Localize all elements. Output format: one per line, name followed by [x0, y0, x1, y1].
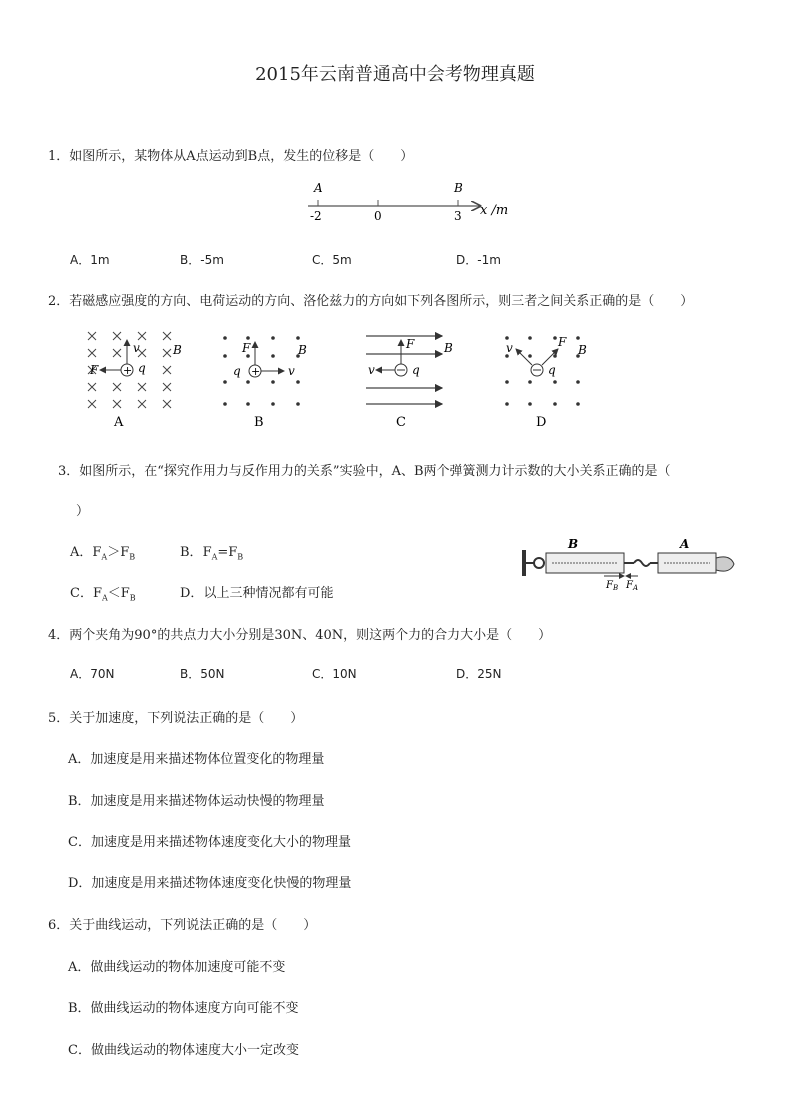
q2-caption-c: C	[396, 415, 406, 430]
option-sub: B	[237, 552, 244, 562]
q4-option: A．70N	[70, 667, 115, 681]
q3-fb-sub: B	[612, 584, 619, 590]
plus-icon: +	[251, 365, 261, 378]
field-dot-mark	[528, 336, 532, 340]
q1-number-line-figure	[300, 178, 520, 224]
q4-stem: 4．两个夹角为90°的共点力大小分别是30N、40N，则这两个力的合力大小是（ ）	[48, 628, 552, 643]
q3-stem-line1: 3．如图所示，在“探究作用力与反作用力的关系”实验中，A、B两个弹簧测力计示数的大小关系正确的是（	[58, 464, 671, 479]
q1-option: B．-5m	[180, 253, 224, 267]
q2-a-q: q	[138, 361, 146, 375]
option-sub: A	[101, 593, 108, 603]
q3-option-c	[70, 582, 136, 603]
field-cross-mark	[163, 349, 171, 357]
field-dot-mark	[528, 402, 532, 406]
q2-caption-d: D	[536, 415, 547, 430]
field-cross-mark	[138, 383, 146, 391]
q2-c-q: q	[412, 363, 420, 377]
q2-c-f: F	[406, 337, 415, 351]
q3-option-b	[180, 541, 243, 562]
q2-d-q: q	[548, 363, 556, 377]
q1-option: A．1m	[70, 253, 110, 267]
q6-stem: 6．关于曲线运动，下列说法正确的是（ ）	[48, 918, 317, 933]
q1-point-a: A	[314, 181, 323, 195]
option-rel: =F	[217, 545, 238, 560]
option-text: F	[92, 545, 102, 560]
field-dot-mark	[528, 380, 532, 384]
q1-point-b: B	[454, 181, 463, 195]
q2-b-v: v	[288, 364, 295, 378]
q2-c-v: v	[368, 363, 375, 377]
q5-option: A．加速度是用来描述物体位置变化的物理量	[68, 752, 325, 767]
q6-option: B．做曲线运动的物体速度方向可能不变	[68, 1001, 299, 1016]
field-cross-mark	[163, 366, 171, 374]
field-cross-mark	[113, 332, 121, 340]
field-dot-mark	[223, 336, 227, 340]
q3-ring	[534, 558, 544, 568]
field-dot-mark	[223, 354, 227, 358]
option-text: F	[202, 545, 212, 560]
field-dot-mark	[246, 336, 250, 340]
field-dot-mark	[505, 336, 509, 340]
q1-tick-label: 0	[374, 209, 382, 223]
field-cross-mark	[113, 349, 121, 357]
q3-option-d	[180, 582, 333, 601]
field-dot-mark	[505, 380, 509, 384]
q4-option: D．25N	[456, 667, 502, 681]
field-cross-mark	[163, 400, 171, 408]
option-letter: D．	[180, 586, 204, 601]
q2-d-f: F	[558, 335, 567, 349]
q2-caption-b: B	[254, 415, 264, 430]
field-cross-mark	[138, 332, 146, 340]
field-dot-mark	[271, 354, 275, 358]
plus-icon: +	[123, 364, 133, 377]
q2-stem: 2．若磁感应强度的方向、电荷运动的方向、洛伦兹力的方向如下列各图所示，则三者之间关系正确的是（ ）	[48, 294, 694, 309]
field-cross-mark	[163, 332, 171, 340]
field-cross-mark	[113, 383, 121, 391]
q3-hook-link	[634, 560, 650, 566]
field-cross-mark	[88, 400, 96, 408]
q2-magnetic-field-figures	[70, 324, 610, 434]
field-cross-mark	[113, 400, 121, 408]
field-dot-mark	[296, 336, 300, 340]
field-cross-mark	[88, 349, 96, 357]
field-dot-mark	[553, 354, 557, 358]
field-dot-mark	[223, 402, 227, 406]
q3-label-b: B	[568, 538, 579, 551]
field-dot-mark	[553, 380, 557, 384]
field-dot-mark	[223, 380, 227, 384]
option-letter: C．	[70, 586, 93, 601]
q1-stem: 1．如图所示，某物体从A点运动到B点，发生的位移是（ ）	[48, 149, 414, 164]
field-dot-mark	[246, 380, 250, 384]
q5-option: B．加速度是用来描述物体运动快慢的物理量	[68, 794, 325, 809]
q2-b-b: B	[298, 343, 307, 357]
q2-d-v: v	[506, 341, 513, 355]
field-cross-mark	[88, 332, 96, 340]
q2-a-f: F	[90, 363, 99, 377]
field-cross-mark	[88, 383, 96, 391]
q3-spring-scales-figure	[520, 538, 735, 590]
q3-fa-letter: F	[626, 580, 633, 590]
option-letter: A．	[70, 545, 93, 560]
option-rel: ＜F	[107, 586, 130, 601]
q1-tick-label: -2	[310, 209, 322, 223]
q1-axis-label: x /m	[480, 203, 509, 218]
q1-option: D．-1m	[456, 253, 501, 267]
option-rel: ＞F	[107, 545, 130, 560]
q3-wall	[522, 550, 526, 576]
q3-hand	[716, 557, 734, 571]
option-sub: B	[129, 593, 136, 603]
q2-b-q: q	[233, 364, 241, 378]
option-text: F	[92, 586, 102, 601]
q5-option: C．加速度是用来描述物体速度变化大小的物理量	[68, 835, 351, 850]
field-dot-mark	[505, 402, 509, 406]
field-dot-mark	[576, 402, 580, 406]
q2-c-b: B	[444, 341, 453, 355]
q3-option-a	[70, 541, 135, 562]
field-cross-mark	[163, 383, 171, 391]
q2-a-v: v	[133, 341, 140, 355]
q1-tick-label: 3	[454, 209, 462, 223]
option-sub: B	[129, 552, 136, 562]
field-dot-mark	[271, 380, 275, 384]
option-text: 以上三种情况都有可能	[203, 586, 334, 601]
q5-option: D．加速度是用来描述物体速度变化快慢的物理量	[68, 876, 352, 891]
q2-d-b: B	[578, 343, 587, 357]
field-dot-mark	[553, 336, 557, 340]
field-dot-mark	[528, 354, 532, 358]
field-dot-mark	[296, 380, 300, 384]
q1-option: C．5m	[312, 253, 352, 267]
q6-option: C．做曲线运动的物体速度大小一定改变	[68, 1043, 299, 1058]
q2-caption-a: A	[114, 415, 124, 430]
q3-fa-sub: A	[632, 584, 639, 590]
field-dot-mark	[576, 380, 580, 384]
field-cross-mark	[138, 400, 146, 408]
field-dot-mark	[246, 402, 250, 406]
q3-stem-line2: ）	[76, 504, 90, 519]
field-dot-mark	[553, 402, 557, 406]
q2-a-b: B	[173, 343, 182, 357]
field-dot-mark	[576, 336, 580, 340]
field-dot-mark	[271, 336, 275, 340]
q3-label-a: A	[680, 538, 690, 551]
q4-option: C．10N	[312, 667, 357, 681]
field-dot-mark	[296, 402, 300, 406]
q6-option: A．做曲线运动的物体加速度可能不变	[68, 960, 286, 975]
q3-fb-letter: F	[606, 580, 613, 590]
q5-stem: 5．关于加速度，下列说法正确的是（ ）	[48, 711, 304, 726]
q3-fb	[605, 580, 618, 590]
option-sub: A	[211, 552, 218, 562]
page-title: 2015年云南普通高中会考物理真题	[255, 64, 535, 85]
q3-fa	[625, 580, 638, 590]
q2-b-f: F	[242, 341, 251, 355]
field-dot-mark	[271, 402, 275, 406]
option-letter: B．	[180, 545, 203, 560]
option-sub: A	[101, 552, 108, 562]
q4-option: B．50N	[180, 667, 225, 681]
